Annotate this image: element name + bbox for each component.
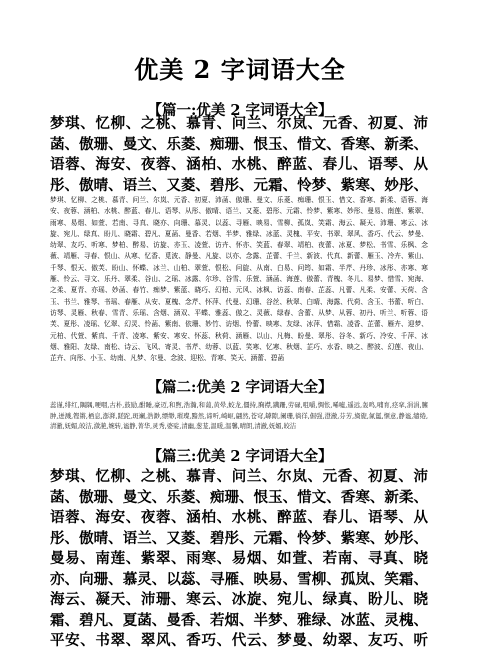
- section-2-list: 蕊谨,绯红,隅隅,哽咽,古朴,鼓励,酣睡,豪迈,和煦,浩瀚,和蔼,黄晕,蛟龙,僵持,胸襟,蹒跚,劳碌,咀嚼,惆怅,唏嘘,遥远,轰鸣,哺育,痉挛,涓涓,臃肿,迸溅,铿锵,栖息,澎湃,蹉跎,斑斓,浩渺,缥缈,璀璨,黯然,谛听,崎岖,翩然,苍穹,罅隙,阑珊,徜徉,倔强,澄澈,芬芳,旖旎,氤氲,惬意,静谧,缱绻,清澈,妩媚,皎洁,潋滟,婉转,谧静,菁华,灵秀,婆娑,清幽,葱茏,温暖,温馨,晴朗,清澈,妩媚,皎洁: [50, 402, 428, 430]
- section-3-heading: 【篇三:优美 2 字词语大全】: [147, 448, 333, 465]
- section-1-list: 梦琪、忆柳、之桃、慕青、问兰、尔岚、元香、初夏、沛菡、傲珊、曼文、乐菱、痴珊、恨玉、惜文、香寒、新柔、语蓉、海安、夜蓉、涵柏、水桃、醉蓝、春儿、语琴、从彤、傲晴、语兰、又菱、碧彤、元霜、怜梦、紫寒、妙彤、曼易、南莲、紫翠、雨寒、易烟、如萱、若南、寻真、晓亦、向珊、慕灵、以蕊、寻雁、映易、雪柳、孤岚、笑霜、海云、凝天、沛珊、寒云、冰旋、宛儿、绿真、盼儿、晓霜、碧凡、夏菡、曼香、若烟、半梦、雅绿、冰蓝、灵槐、平安、书翠、翠风、香巧、代云、梦曼、幼翠、友巧、听寒、梦柏、醉易、访旋、亦玉、凌萱、访卉、怀亦、笑蓝、春翠、靖柏、夜蕾、冰夏、梦松、书雪、乐枫、念薇、靖雁、寻春、恨山、从寒、忆香、觅波、静曼、凡旋、以亦、念露、芷蕾、千兰、新波、代真、新蕾、雁玉、冷卉、紫山、千琴、恨天、傲芙、盼山、怀蝶、冰兰、山柏、翠萱、恨松、问旋、从南、白易、问筠、如霜、半芹、丹珍、冰彤、亦寒、寒雁、怜云、寻文、乐丹、翠柔、谷山、之瑶、冰露、尔珍、谷雪、乐萱、涵菡、海莲、傲蕾、青槐、冬儿、易梦、惜雪、宛海、之柔、夏青、亦瑶、妙菡、春竹、痴梦、紫蓝、晓巧、幻柏、元风、冰枫、访蕊、南春、芷蕊、凡蕾、凡柔、安蕾、天荷、含玉、书兰、雅琴、书瑶、春雁、从安、夏槐、念芹、怀萍、代曼、幻珊、谷丝、秋翠、白晴、海露、代荷、含玉、书蕾、听白、访琴、灵雁、秋春、雪青、乐瑶、含烟、涵双、平蝶、雅蕊、傲之、灵薇、绿春、含蕾、从梦、从蓉、初丹、听兰、听蓉、语芙、夏彤、凌瑶、忆翠、幻灵、怜菡、紫南、依珊、妙竹、访烟、怜蕾、映寒、友绿、冰萍、惜霜、凌香、芷蕾、雁卉、迎梦、元柏、代萱、紫真、千青、凌寒、紫安、寒安、怀蕊、秋荷、涵雁、以山、凡梅、盼曼、翠彤、谷冬、新巧、冷安、千萍、冰烟、雅阳、友绿、南松、诗云、飞风、寄灵、书芹、幼蓉、以蓝、笑寒、忆寒、秋烟、芷巧、水香、映之、醉波、幻莲、夜山、芷卉、向彤、小玉、幼南、凡梦、尔曼、念波、迎松、青寒、笑天、涵蕾、碧菡: [50, 196, 428, 363]
- document-title: 优美 2 字词语大全: [134, 55, 346, 84]
- section-3-list: 梦琪、忆柳、之桃、慕青、问兰、尔岚、元香、初夏、沛菡、傲珊、曼文、乐菱、痴珊、恨玉、惜文、香寒、新柔、语蓉、海安、夜蓉、涵柏、水桃、醉蓝、春儿、语琴、从彤、傲晴、语兰、又菱、碧彤、元霜、怜梦、紫寒、妙彤、曼易、南莲、紫翠、雨寒、易烟、如萱、若南、寻真、晓亦、向珊、慕灵、以蕊、寻雁、映易、雪柳、孤岚、笑霜、海云、凝天、沛珊、寒云、冰旋、宛儿、绿真、盼儿、晓霜、碧凡、夏菡、曼香、若烟、半梦、雅绿、冰蓝、灵槐、平安、书翠、翠风、香巧、代云、梦曼、幼翠、友巧、听: [50, 468, 428, 648]
- section-1-heading: 【篇一:优美 2 字词语大全】: [147, 102, 333, 119]
- section-2-heading: 【篇二:优美 2 字词语大全】: [147, 379, 333, 396]
- section-1-intro: 梦琪、忆柳、之桃、慕青、问兰、尔岚、元香、初夏、沛菡、傲珊、曼文、乐菱、痴珊、恨玉、惜文、香寒、新柔、语蓉、海安、夜蓉、涵柏、水桃、醉蓝、春儿、语琴、从彤、傲晴、语兰、又菱、碧彤、元霜、怜梦、紫寒、妙彤、: [50, 115, 428, 194]
